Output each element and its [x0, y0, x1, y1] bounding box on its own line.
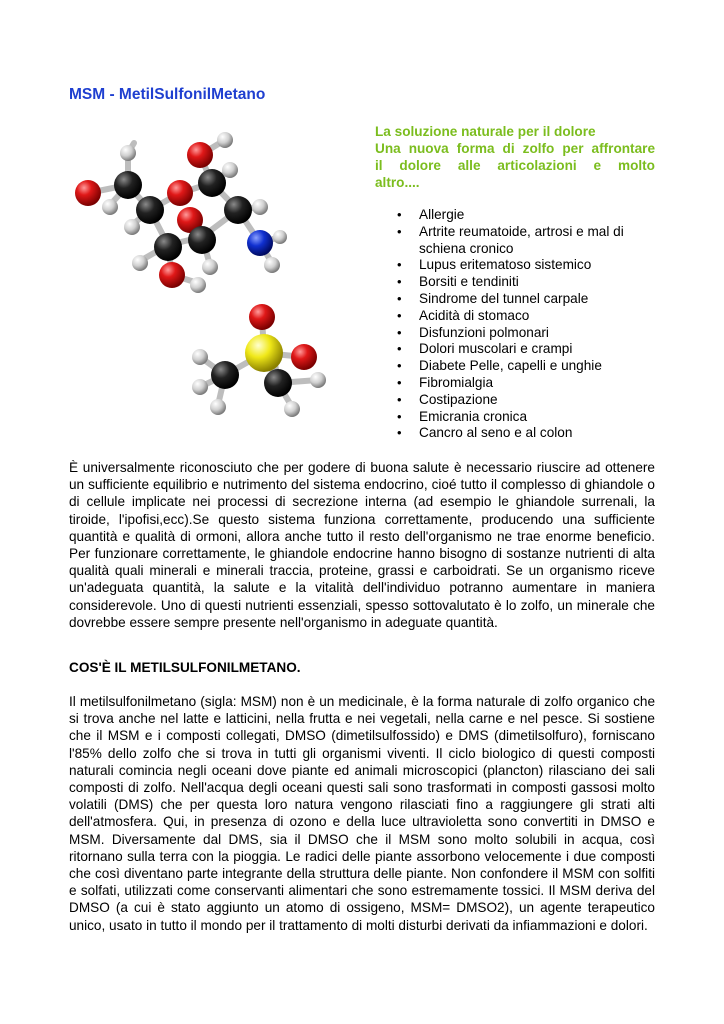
intro-paragraph: È universalmente riconosciuto che per godere di buona salute è necessario riuscire ad ottenere un sufficiente equilibrio e nutrimento del sistema endocrino, cioé tutto il complesso di ghiandole o di cellule implicate nei processi di secrezione interna (ad esempio le ghiandole surrenali, la tiroide, l'ipofisi,ecc).Se questo sistema funziona correttamente, producendo una sufficiente quantità e qualità di ormoni, allora anche tutto il resto dell'organismo ne trae enorme beneficio. Per funzionare correttamente, le ghiandole endocrine hanno bisogno di sostanze nutrienti di alta qualità quali minerali e minerali traccia, proteine, grassi e carboidrati. Se un organismo riceve un'adeguata quantità, la salute e la vitalità dell'individuo potranno aumentare in maniera considerevole. Uno di questi nutrienti essenziali, spesso sottovalutato è lo zolfo, un minerale che dovrebbe essere sempre presente nell'organismo in adeguate quantità.	[69, 460, 655, 630]
list-item: • Acidità di stomaco	[375, 308, 655, 325]
list-item: • Dolori muscolari e crampi	[375, 341, 655, 358]
intro-panel	[375, 123, 655, 442]
list-item: • Artrite reumatoide, artrosi e mal di schiena cronico	[375, 224, 655, 258]
conditions-list	[375, 207, 655, 442]
subtitle-line-4: altro....	[375, 175, 420, 190]
subtitle-line-1: La soluzione naturale per il dolore	[375, 124, 596, 139]
list-item: • Fibromialgia	[375, 375, 655, 392]
list-item: • Costipazione	[375, 392, 655, 409]
page-title: MSM - MetilSulfonilMetano	[69, 86, 266, 103]
molecule-illustration	[60, 125, 340, 425]
section-heading: COS'È IL METILSULFONILMETANO.	[69, 660, 301, 675]
subtitle-line-3: il dolore alle articolazioni e molto	[375, 158, 655, 173]
list-item: • Allergie	[375, 207, 655, 224]
list-item: • Cancro al seno e al colon	[375, 425, 655, 442]
glucosamine-atoms	[75, 132, 287, 293]
list-item: • Lupus eritematoso sistemico	[375, 257, 655, 274]
list-item: • Emicrania cronica	[375, 409, 655, 426]
list-item: • Disfunzioni polmonari	[375, 325, 655, 342]
msm-atoms	[192, 304, 326, 417]
definition-paragraph: Il metilsulfonilmetano (sigla: MSM) non è un medicinale, è la forma naturale di zolfo organico che si trova anche nel latte e latticini, nella frutta e nei vegetali, nella carne e nel pesce. Si sostiene che il MSM e i composti collegati, DMSO (dimetilsulfossido) e DMS (dimetilsolfuro), forniscano l'85% dello zolfo che si trova in tutti gli organismi viventi. Il ciclo biologico di questi composti naturali comincia negli oceani dove piante ed animali microscopici (plancton) rilasciano dei sali composti di zolfo. Nell'acqua degli oceani questi sali sono trasformati in composti gassosi molto volatili (DMS) che per questa loro natura vengono rilasciati fino a raggiungere gli strati alti dell'atmosfera. Qui, in presenza di ozono e della luce ultravioletta sono convertiti in DMSO e MSM. Diversamente dal DMS, sia il DMSO che il MSM sono molto solubili in acqua, così ritornano sulla terra con la pioggia. Le radici delle piante assorbono velocemente i due composti che così diventano parte integrante della struttura delle piante. Non confondere il MSM con solfiti e solfati, utilizzati come conservanti alimentari che sono estremamente tossici. Il MSM deriva del DMSO (a cui è stato aggiunto un atomo di ossigeno, MSM= DMSO2), un agente terapeutico unico, usato in tutto il mondo per il trattamento di molti disturbi derivati da infiammazioni e dolori.	[69, 694, 655, 933]
list-item: • Sindrome del tunnel carpale	[375, 291, 655, 308]
intro-subtitle	[375, 123, 655, 191]
subtitle-line-2: Una nuova forma di zolfo per affrontare	[375, 141, 655, 156]
list-item: • Diabete Pelle, capelli e unghie	[375, 358, 655, 375]
list-item: • Borsiti e tendiniti	[375, 274, 655, 291]
